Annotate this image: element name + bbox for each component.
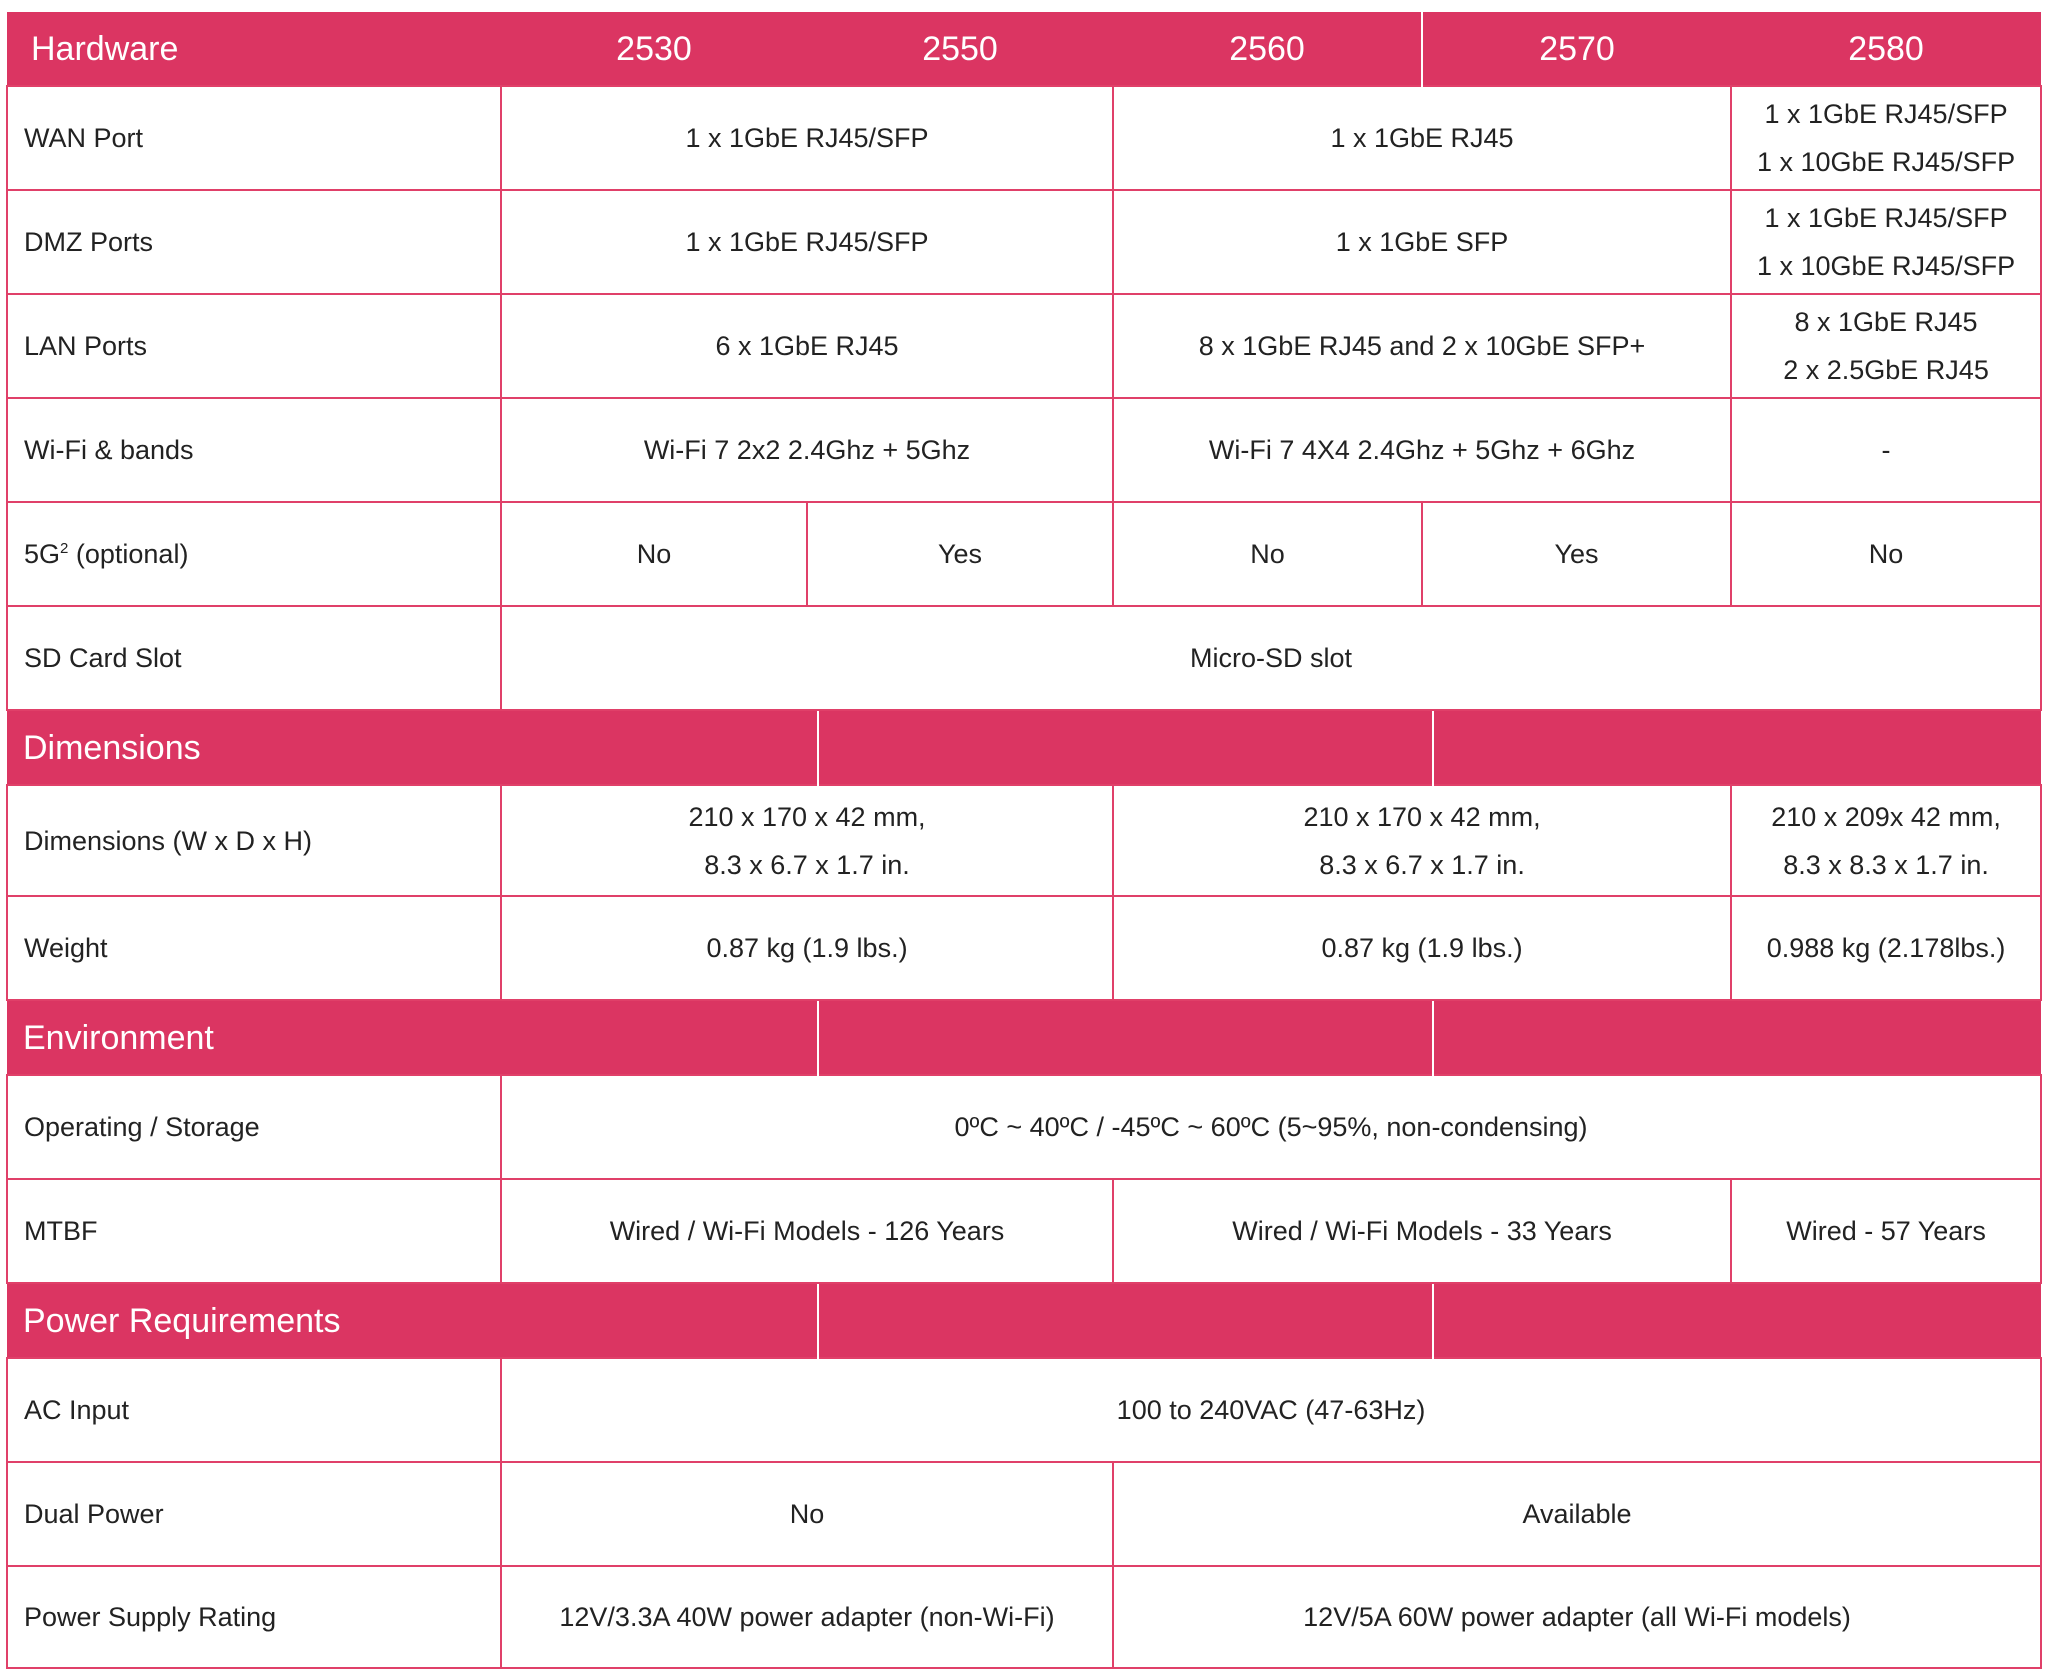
mtbf-g1: Wired / Wi-Fi Models - 126 Years bbox=[501, 1179, 1113, 1283]
wan-port-label: WAN Port bbox=[7, 86, 501, 190]
wan-port-g3 bbox=[1731, 86, 2041, 190]
fiveg-2580: No bbox=[1731, 502, 2041, 606]
fiveg-2530: No bbox=[501, 502, 807, 606]
dimensions-header-blank-2 bbox=[1433, 710, 2041, 785]
lan-ports-label: LAN Ports bbox=[7, 294, 501, 398]
fiveg-2560: No bbox=[1113, 502, 1422, 606]
lan-ports-g3-line1: 8 x 1GbE RJ45 bbox=[1794, 307, 1978, 337]
mtbf-g3: Wired - 57 Years bbox=[1731, 1179, 2041, 1283]
dimensions-g2-line2: 8.3 x 6.7 x 1.7 in. bbox=[1319, 849, 1525, 880]
model-2550-header: 2550 bbox=[807, 12, 1113, 86]
dmz-ports-g3-line2: 1 x 10GbE RJ45/SFP bbox=[1756, 251, 2016, 281]
dual-power-right: Available bbox=[1113, 1462, 2041, 1566]
power-header-blank-1 bbox=[818, 1283, 1433, 1358]
hardware-header-row bbox=[7, 12, 2041, 86]
fiveg-footnote: 2 bbox=[60, 540, 69, 557]
power-supply-left: 12V/3.3A 40W power adapter (non-Wi-Fi) bbox=[501, 1566, 1113, 1668]
dimensions-g3-line2: 8.3 x 8.3 x 1.7 in. bbox=[1783, 849, 1989, 880]
sd-card-label: SD Card Slot bbox=[7, 606, 501, 710]
fiveg-label-main: 5G bbox=[24, 539, 61, 569]
lan-ports-g1: 6 x 1GbE RJ45 bbox=[501, 294, 1113, 398]
dmz-ports-g1: 1 x 1GbE RJ45/SFP bbox=[501, 190, 1113, 294]
fiveg-2550: Yes bbox=[807, 502, 1113, 606]
operating-storage-value: 0ºC ~ 40ºC / -45ºC ~ 60ºC (5~95%, non-condensing) bbox=[501, 1075, 2041, 1179]
wifi-bands-g2: Wi-Fi 7 4X4 2.4Ghz + 5Ghz + 6Ghz bbox=[1113, 398, 1731, 502]
ac-input-label: AC Input bbox=[7, 1358, 501, 1462]
model-2570-header: 2570 bbox=[1422, 12, 1731, 86]
dimensions-g3 bbox=[1731, 785, 2041, 896]
dimensions-g2-line1: 210 x 170 x 42 mm, bbox=[1303, 801, 1541, 832]
wifi-bands-g1: Wi-Fi 7 2x2 2.4Ghz + 5Ghz bbox=[501, 398, 1113, 502]
environment-title: Environment bbox=[7, 1000, 818, 1075]
weight-g3: 0.988 kg (2.178lbs.) bbox=[1731, 896, 2041, 1000]
lan-ports-row bbox=[7, 294, 2041, 398]
wan-port-g3-line2: 1 x 10GbE RJ45/SFP bbox=[1756, 147, 2016, 177]
wifi-bands-row bbox=[7, 398, 2041, 502]
dimensions-header-blank-1 bbox=[818, 710, 1433, 785]
wan-port-g2: 1 x 1GbE RJ45 bbox=[1113, 86, 1731, 190]
environment-section-row bbox=[7, 1000, 2041, 1075]
dimensions-section-row bbox=[7, 710, 2041, 785]
sd-card-value: Micro-SD slot bbox=[501, 606, 2041, 710]
wan-port-g1: 1 x 1GbE RJ45/SFP bbox=[501, 86, 1113, 190]
fiveg-row bbox=[7, 502, 2041, 606]
fiveg-2570: Yes bbox=[1422, 502, 1731, 606]
weight-g1: 0.87 kg (1.9 lbs.) bbox=[501, 896, 1113, 1000]
lan-ports-g2: 8 x 1GbE RJ45 and 2 x 10GbE SFP+ bbox=[1113, 294, 1731, 398]
dual-power-left: No bbox=[501, 1462, 1113, 1566]
dimensions-title: Dimensions bbox=[7, 710, 818, 785]
power-supply-row bbox=[7, 1566, 2041, 1668]
power-supply-label: Power Supply Rating bbox=[7, 1566, 501, 1668]
dmz-ports-g3 bbox=[1731, 190, 2041, 294]
dual-power-label: Dual Power bbox=[7, 1462, 501, 1566]
dmz-ports-label: DMZ Ports bbox=[7, 190, 501, 294]
dimensions-g2 bbox=[1113, 785, 1731, 896]
dimensions-g1 bbox=[501, 785, 1113, 896]
environment-header-blank-2 bbox=[1433, 1000, 2041, 1075]
dimensions-g1-line2: 8.3 x 6.7 x 1.7 in. bbox=[704, 849, 910, 880]
dmz-ports-row bbox=[7, 190, 2041, 294]
model-2560-header: 2560 bbox=[1113, 12, 1422, 86]
weight-row bbox=[7, 896, 2041, 1000]
fiveg-label-rest: (optional) bbox=[68, 539, 189, 569]
hardware-title: Hardware bbox=[7, 12, 501, 86]
model-2580-header: 2580 bbox=[1731, 12, 2041, 86]
spec-table bbox=[6, 12, 2042, 1669]
lan-ports-g3-line2: 2 x 2.5GbE RJ45 bbox=[1783, 355, 1989, 385]
power-header-blank-2 bbox=[1433, 1283, 2041, 1358]
dmz-ports-g2: 1 x 1GbE SFP bbox=[1113, 190, 1731, 294]
dimensions-row bbox=[7, 785, 2041, 896]
operating-storage-label: Operating / Storage bbox=[7, 1075, 501, 1179]
wifi-bands-g3: - bbox=[1731, 398, 2041, 502]
weight-g2: 0.87 kg (1.9 lbs.) bbox=[1113, 896, 1731, 1000]
dimensions-label: Dimensions (W x D x H) bbox=[7, 785, 501, 896]
dual-power-row bbox=[7, 1462, 2041, 1566]
power-supply-right: 12V/5A 60W power adapter (all Wi-Fi models) bbox=[1113, 1566, 2041, 1668]
fiveg-label bbox=[7, 502, 501, 606]
sd-card-row bbox=[7, 606, 2041, 710]
wan-port-row bbox=[7, 86, 2041, 190]
mtbf-row bbox=[7, 1179, 2041, 1283]
power-title: Power Requirements bbox=[7, 1283, 818, 1358]
ac-input-value: 100 to 240VAC (47-63Hz) bbox=[501, 1358, 2041, 1462]
power-section-row bbox=[7, 1283, 2041, 1358]
dmz-ports-g3-line1: 1 x 1GbE RJ45/SFP bbox=[1764, 203, 2008, 233]
wifi-bands-label: Wi-Fi & bands bbox=[7, 398, 501, 502]
operating-storage-row bbox=[7, 1075, 2041, 1179]
model-2530-header: 2530 bbox=[501, 12, 807, 86]
wan-port-g3-line1: 1 x 1GbE RJ45/SFP bbox=[1764, 99, 2008, 129]
ac-input-row bbox=[7, 1358, 2041, 1462]
environment-header-blank-1 bbox=[818, 1000, 1433, 1075]
weight-label: Weight bbox=[7, 896, 501, 1000]
lan-ports-g3 bbox=[1731, 294, 2041, 398]
mtbf-label: MTBF bbox=[7, 1179, 501, 1283]
dimensions-g3-line1: 210 x 209x 42 mm, bbox=[1771, 801, 2001, 832]
dimensions-g1-line1: 210 x 170 x 42 mm, bbox=[688, 801, 926, 832]
mtbf-g2: Wired / Wi-Fi Models - 33 Years bbox=[1113, 1179, 1731, 1283]
